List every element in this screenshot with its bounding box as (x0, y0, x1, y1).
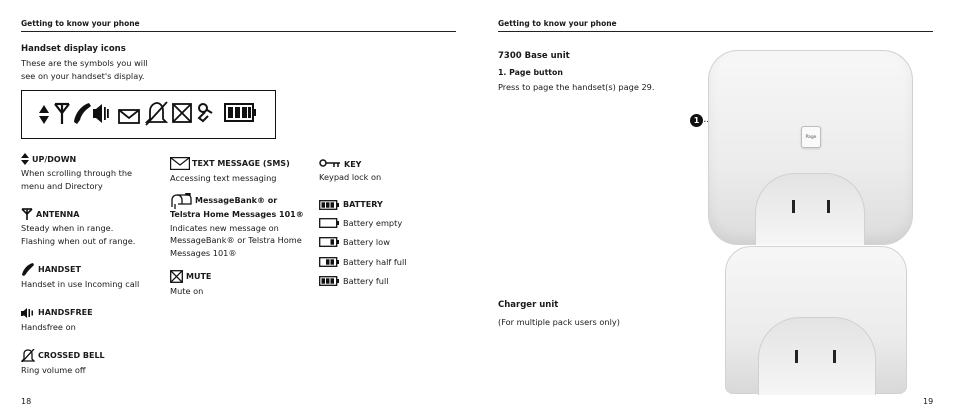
updown-icon (39, 105, 49, 124)
battery-low-entry (319, 236, 449, 249)
battery-half-label: Battery half full (343, 256, 407, 267)
envelope-small-icon (170, 157, 190, 170)
mute-desc: Mute on (170, 286, 204, 296)
intro-text (21, 57, 148, 82)
handset-title: HANDSET (38, 265, 81, 274)
handsfree-title: HANDSFREE (38, 308, 93, 317)
battery-full-title-icon (319, 200, 339, 210)
battery-full-entry (319, 275, 449, 288)
updown-desc (21, 167, 169, 192)
messagebank-desc-2: MessageBank® or Telstra Home (170, 235, 302, 245)
updown-entry (21, 153, 169, 165)
battery-low-label: Battery low (343, 237, 390, 247)
intro-line-1: These are the symbols you will (21, 58, 148, 68)
intro-line-2: see on your handset's display. (21, 70, 145, 81)
icons-column-1 (21, 153, 169, 377)
icons-column-3 (319, 159, 449, 288)
battery-empty-entry (319, 217, 449, 230)
page-button-desc: Press to page the handset(s) page 29. (498, 82, 655, 92)
updown-desc-1: When scrolling through the (21, 168, 133, 178)
battery-empty-label: Battery empty (343, 217, 403, 228)
handset-desc: Handset in use Incoming call (21, 279, 140, 289)
charger-desc: (For multiple pack users only) (498, 317, 620, 327)
crossed-bell-icon (146, 102, 167, 125)
messagebank-desc-1: Indicates new message on (170, 222, 279, 233)
section-title: Handset display icons (21, 44, 126, 54)
page-number-right: 19 (923, 397, 934, 406)
key-icon (199, 104, 212, 121)
icons-column-2 (170, 157, 320, 298)
antenna-desc-2: Flashing when out of range. (21, 235, 136, 246)
battery-low-icon (319, 237, 339, 247)
charger-pin-left (795, 350, 798, 363)
battery-empty-icon (319, 218, 339, 228)
antenna-icon (55, 104, 69, 124)
antenna-desc-1: Steady when in range. (21, 223, 114, 233)
handsfree-entry (21, 307, 169, 319)
updown-title: UP/DOWN (32, 154, 77, 164)
charger-unit-device (725, 246, 907, 394)
battery-full-label: Battery full (343, 276, 389, 286)
page-header-left: Getting to know your phone (21, 19, 140, 28)
handset-entry (21, 263, 169, 276)
handset-small-icon (21, 263, 35, 276)
page-button[interactable]: Page (801, 126, 821, 148)
socket-pin-left (792, 200, 795, 213)
handsfree-icon (93, 104, 109, 123)
messagebank-title-2: Telstra Home Messages 101® (170, 209, 304, 219)
updown-small-icon (21, 153, 29, 165)
messagebank-desc-3: Messages 101® (170, 247, 237, 258)
base-unit-title: 7300 Base unit (498, 51, 570, 61)
battery-half-entry (319, 256, 449, 269)
charger-title: Charger unit (498, 300, 559, 310)
antenna-small-icon (21, 208, 33, 220)
handset-icon (74, 103, 91, 124)
mute-small-icon (170, 270, 183, 283)
sms-entry (170, 157, 320, 170)
charger-pin-right (833, 350, 836, 363)
header-rule-left (21, 31, 456, 32)
battery-half-icon (319, 257, 339, 267)
antenna-entry (21, 208, 169, 220)
updown-desc-2: menu and Directory (21, 180, 103, 191)
sms-title: TEXT MESSAGE (SMS) (192, 159, 290, 168)
sms-desc: Accessing text messaging (170, 173, 277, 183)
crossed-bell-desc: Ring volume off (21, 365, 86, 375)
messagebank-desc (170, 222, 320, 260)
base-socket (755, 173, 865, 245)
mailbox-icon (170, 193, 192, 209)
mute-icon (173, 104, 191, 122)
key-entry (319, 159, 449, 169)
crossed-bell-title: CROSSED BELL (38, 351, 105, 360)
antenna-desc (21, 222, 169, 247)
battery-full-small-icon (319, 276, 339, 286)
socket-pin-right (827, 200, 830, 213)
messagebank-title: MessageBank® or (195, 196, 278, 205)
header-rule-right (498, 31, 933, 32)
handsfree-small-icon (21, 307, 35, 319)
base-unit-device (708, 50, 913, 245)
battery-entry (319, 200, 449, 210)
crossed-bell-small-icon (21, 349, 35, 362)
key-desc: Keypad lock on (319, 172, 382, 182)
key-small-icon (319, 159, 341, 169)
antenna-title: ANTENNA (36, 209, 80, 219)
battery-title: BATTERY (343, 200, 383, 209)
charger-socket (758, 317, 876, 395)
page-button-title: 1. Page button (498, 68, 563, 77)
mute-entry (170, 270, 320, 283)
page-number-left: 18 (21, 397, 32, 406)
battery-full-icon (225, 104, 256, 121)
crossed-bell-entry (21, 349, 169, 362)
page-header-right: Getting to know your phone (498, 19, 617, 28)
envelope-icon (119, 110, 139, 123)
handsfree-desc: Handsfree on (21, 321, 76, 332)
messagebank-entry (170, 193, 320, 209)
mute-title: MUTE (186, 272, 212, 281)
callout-badge: 1 (690, 114, 703, 127)
key-title: KEY (344, 159, 362, 169)
display-icons-box (21, 90, 276, 139)
